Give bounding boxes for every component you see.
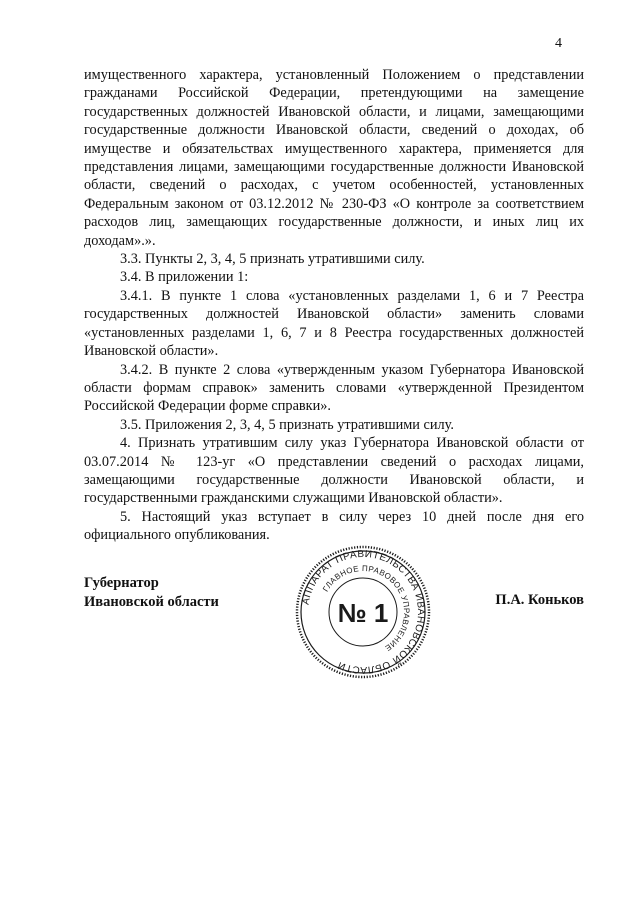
paragraph-3-4: 3.4. В приложении 1:	[120, 269, 249, 286]
paragraph-continuation: имущественного характера, установленный Положением о представлении гражданами Российской Федерации, претендующими на замещение государственных должностей Ивановской области, и лицами, замещающими государственные должности Ивановской области, сведений о доходах, об имуществе и обязательствах имущественного характера, применяется для представления лицами, замещающими государственные должности Ивановской области, сведений о расходах, с учетом особенностей, установленных Федеральным законом от 03.12.2012 № 230-ФЗ «О контроле за соответствием расходов лиц, замещающих государственные должности, и иных лиц их доходам».».	[84, 67, 584, 249]
seal-outer-text: АППАРАТ ПРАВИТЕЛЬСТВА ИВАНОВСКОЙ ОБЛАСТИ	[300, 548, 427, 676]
paragraph-3-5: 3.5. Приложения 2, 3, 4, 5 признать утратившими силу.	[120, 416, 454, 433]
paragraph-3-4-1: 3.4.1. В пункте 1 слова «установленных разделами 1, 6 и 7 Реестра государственных должностей Ивановской области» заменить словами «установленных разделами 1, 6, 7 и 8 Реестра государственных должностей Ивановской области».	[84, 287, 584, 360]
signature-name: П.А. Коньков	[495, 592, 584, 608]
signature-title-line2: Ивановской области	[84, 593, 219, 610]
document-body	[84, 66, 584, 545]
signature-title	[84, 574, 219, 611]
signature-block	[84, 548, 584, 676]
seal-number: № 1	[337, 598, 389, 628]
signature-title-line1: Губернатор	[84, 575, 159, 591]
paragraph-3-3: 3.3. Пункты 2, 3, 4, 5 признать утратившими силу.	[120, 251, 425, 268]
paragraph-3-4-2: 3.4.2. В пункте 2 слова «утвержденным указом Губернатора Ивановской области формам справок» заменить словами «утвержденной Президентом Российской Федерации форме справки».	[84, 361, 584, 415]
seal-inner-text: ГЛАВНОЕ ПРАВОВОЕ УПРАВЛЕНИЕ	[321, 563, 412, 653]
page-number: 4	[555, 36, 562, 51]
official-seal	[293, 544, 433, 680]
paragraph-5: 5. Настоящий указ вступает в силу через 10 дней после дня его официального опубликования.	[84, 508, 584, 544]
paragraph-4: 4. Признать утратившим силу указ Губернатора Ивановской области от 03.07.2014 № 123-уг «О представлении сведений о расходах лицами, замещающими государственные должности Ивановской области, и государственными гражданскими служащими Ивановской области».	[84, 435, 584, 507]
